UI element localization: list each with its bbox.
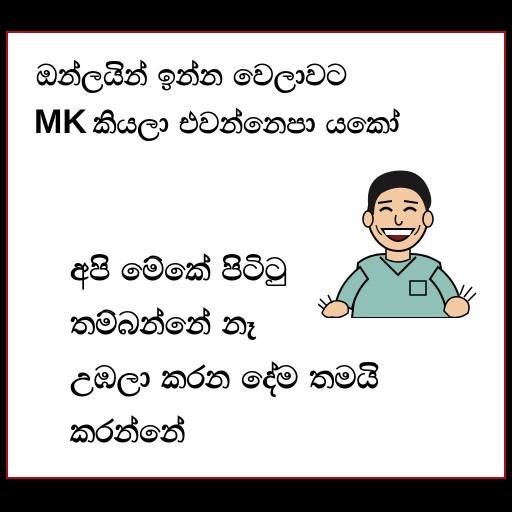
caption-line-2-sinhala: කියලා එවන්නෙපා යකෝ	[92, 106, 400, 140]
caption-line-2	[34, 105, 399, 139]
caption-line-3: අපි මේකේ පිටිටු	[70, 252, 287, 288]
caption-line-4: තම්බන්නේ නෑ	[70, 306, 256, 342]
caption-line-6: කරන්නේ	[70, 414, 186, 450]
meme-card	[6, 31, 506, 479]
mk-text: MK	[34, 103, 87, 141]
laughing-man-icon	[318, 163, 478, 318]
caption-line-5: උඹලා කරන දේම තමයි	[70, 360, 379, 396]
caption-line-1: ඔන්ලයින් ඉන්න වෙලාවට	[36, 58, 347, 92]
